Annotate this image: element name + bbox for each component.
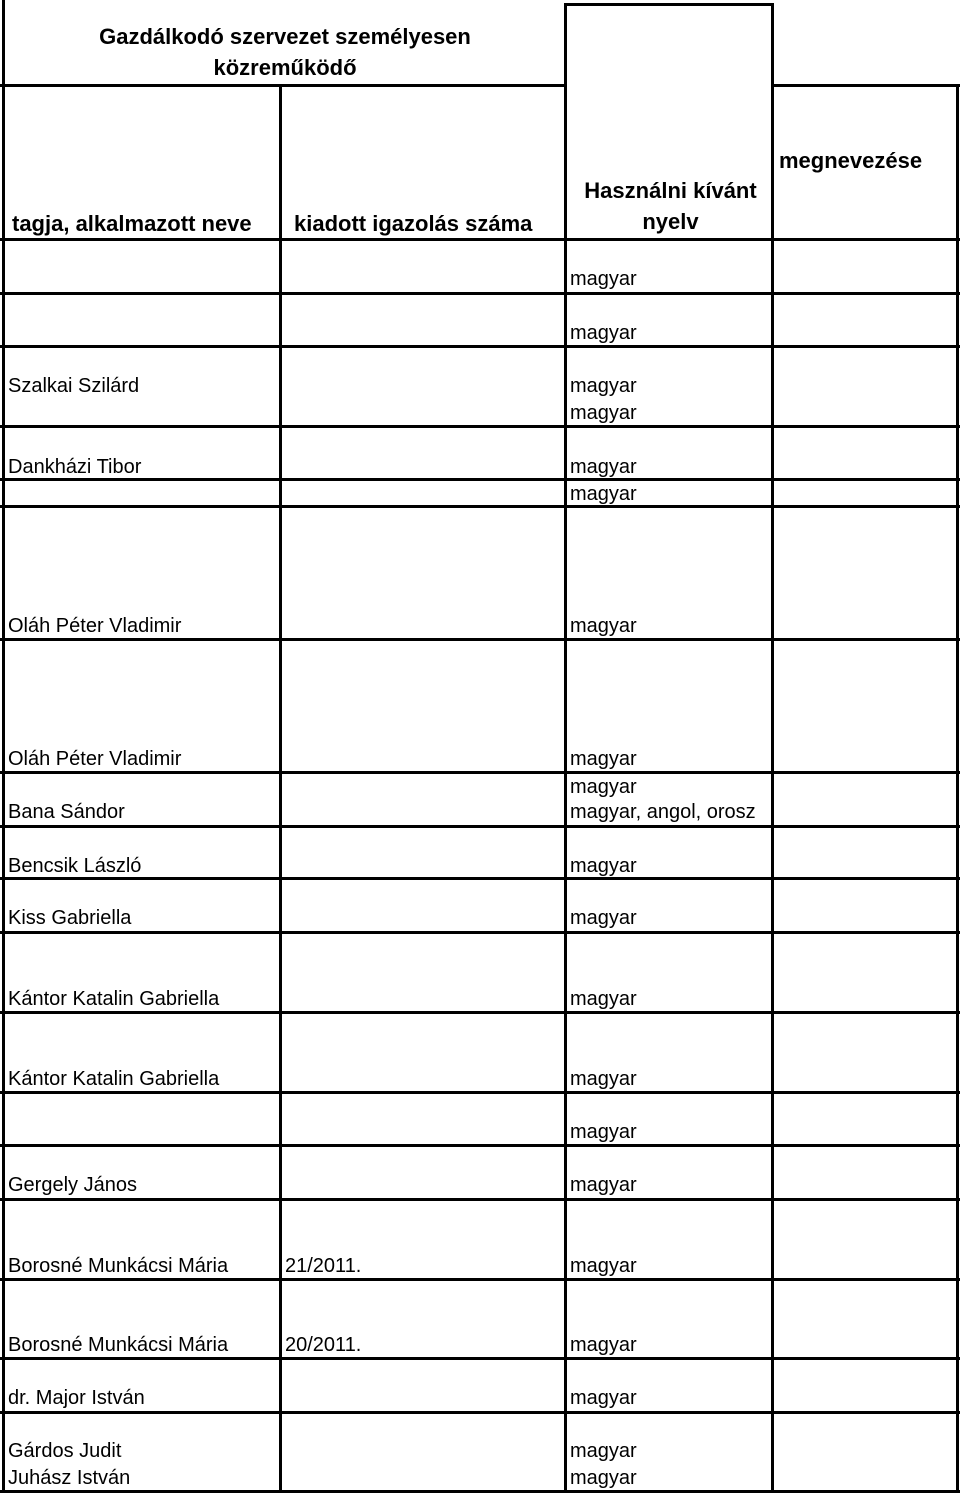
grid-horizontal-line — [0, 1411, 960, 1414]
grid-horizontal-line — [0, 1278, 960, 1281]
grid-vertical-line — [2, 0, 5, 1492]
cell-language: magyar — [570, 483, 637, 505]
cell-name: Kántor Katalin Gabriella — [8, 988, 220, 1010]
cell-name: Szalkai Szilárd — [8, 375, 140, 397]
cell-language: magyar — [570, 456, 637, 478]
cell-language: magyar — [570, 1387, 637, 1409]
cell-language: magyar — [570, 375, 637, 397]
grid-horizontal-line — [0, 345, 960, 348]
grid-vertical-line — [564, 3, 567, 1492]
cell-language: magyar — [570, 1068, 637, 1090]
header-col-name: tagja, alkalmazott neve — [12, 211, 252, 236]
grid-horizontal-line — [0, 505, 960, 508]
grid-horizontal-line — [0, 238, 960, 241]
header-title-line1: Gazdálkodó szervezet személyesen — [99, 24, 471, 49]
grid-horizontal-line — [0, 1357, 960, 1360]
grid-horizontal-line — [0, 1144, 960, 1147]
grid-horizontal-line — [0, 931, 960, 934]
cell-name: Oláh Péter Vladimir — [8, 748, 182, 770]
cell-language: magyar — [570, 1440, 637, 1462]
grid-horizontal-line — [0, 1198, 960, 1201]
header-col-desc: megnevezése — [779, 148, 923, 173]
cell-name: Bana Sándor — [8, 801, 125, 823]
cell-name: Oláh Péter Vladimir — [8, 615, 182, 637]
cell-name: dr. Major István — [8, 1387, 145, 1409]
grid-horizontal-line — [0, 1011, 960, 1014]
header-col-lang-line2: nyelv — [642, 209, 699, 234]
cell-name: Dankházi Tibor — [8, 456, 142, 478]
cell-language: magyar — [570, 1334, 637, 1356]
cell-name: Borosné Munkácsi Mária — [8, 1334, 229, 1356]
grid-horizontal-line — [0, 425, 960, 428]
grid-horizontal-line — [774, 84, 960, 87]
cell-language: magyar, angol, orosz — [570, 801, 756, 823]
grid-horizontal-line — [0, 825, 960, 828]
cell-name: Borosné Munkácsi Mária — [8, 1255, 229, 1277]
cell-language: magyar — [570, 1255, 637, 1277]
grid-vertical-line — [956, 84, 959, 1492]
cell-language: magyar — [570, 402, 637, 424]
grid-vertical-line — [771, 3, 774, 1492]
cell-name: Kántor Katalin Gabriella — [8, 1068, 220, 1090]
grid-horizontal-line — [0, 84, 566, 87]
cell-language: magyar — [570, 855, 637, 877]
grid-horizontal-line — [0, 638, 960, 641]
cell-name: Juhász István — [8, 1467, 131, 1489]
cell-language: magyar — [570, 907, 637, 929]
cell-language: magyar — [570, 1467, 637, 1489]
cell-language: magyar — [570, 615, 637, 637]
cell-language: magyar — [570, 748, 637, 770]
grid-horizontal-line — [0, 1091, 960, 1094]
cell-language: magyar — [570, 1121, 637, 1143]
cell-language: magyar — [570, 322, 637, 344]
grid-horizontal-line — [0, 478, 960, 481]
grid-horizontal-line — [566, 3, 773, 6]
grid-horizontal-line — [0, 292, 960, 295]
cell-language: magyar — [570, 776, 637, 798]
cell-language: magyar — [570, 988, 637, 1010]
cell-name: Bencsik László — [8, 855, 142, 877]
header-col-cert: kiadott igazolás száma — [294, 211, 533, 236]
cell-language: magyar — [570, 268, 637, 290]
cell-name: Gergely János — [8, 1174, 137, 1196]
grid-horizontal-line — [0, 771, 960, 774]
cell-name: Gárdos Judit — [8, 1440, 122, 1462]
header-col-lang-line1: Használni kívánt — [584, 178, 757, 203]
cell-language: magyar — [570, 1174, 637, 1196]
grid-vertical-line — [279, 86, 282, 1492]
cell-cert-number: 21/2011. — [285, 1255, 362, 1277]
grid-horizontal-line — [0, 1490, 960, 1493]
cell-name: Kiss Gabriella — [8, 907, 132, 929]
header-title-line2: közreműködő — [213, 55, 357, 80]
cell-cert-number: 20/2011. — [285, 1334, 362, 1356]
grid-horizontal-line — [0, 877, 960, 880]
